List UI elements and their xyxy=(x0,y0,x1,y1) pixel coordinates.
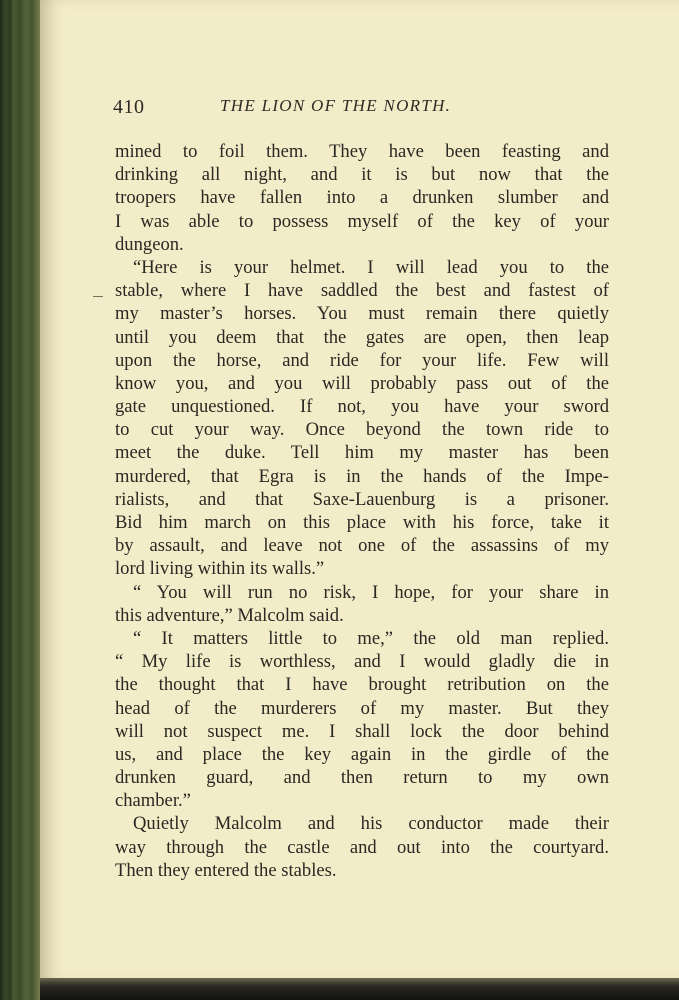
text-line: drinking all night, and it is but now that the xyxy=(115,164,609,186)
text-line: the thought that I have brought retribution on the xyxy=(115,674,609,696)
page-header xyxy=(113,96,513,122)
page-number: 410 xyxy=(113,96,145,118)
text-line: Quietly Malcolm and his conductor made their xyxy=(133,813,609,835)
body-text xyxy=(115,140,609,882)
text-line: mined to foil them. They have been feasting and xyxy=(115,141,609,162)
text-line: troopers have fallen into a drunken slumber and xyxy=(115,187,609,209)
text-line: “ You will run no risk, I hope, for your share in xyxy=(133,581,609,603)
text-line: this adventure,” Malcolm said. xyxy=(115,604,344,626)
text-line: stable, where I have saddled the best and fastest of xyxy=(115,280,609,302)
text-line: to cut your way. Once beyond the town ride to xyxy=(115,419,609,441)
margin-mark xyxy=(93,296,103,297)
text-line: “Here is your helmet. I will lead you to the xyxy=(133,256,609,278)
text-line: Then they entered the stables. xyxy=(115,859,337,881)
text-line: chamber.” xyxy=(115,790,191,812)
text-line: way through the castle and out into the courtyard. xyxy=(115,836,609,858)
text-line: rialists, and that Saxe-Lauenburg is a prisoner. xyxy=(115,488,609,510)
text-line: I was able to possess myself of the key of your xyxy=(115,210,609,232)
text-line: know you, and you will probably pass out of the xyxy=(115,372,609,394)
text-line: “ It matters little to me,” the old man replied. xyxy=(133,627,609,649)
text-line: lord living within its walls.” xyxy=(115,558,325,580)
text-line: by assault, and leave not one of the assassins of my xyxy=(115,535,609,557)
text-line: drunken guard, and then return to my own xyxy=(115,767,609,789)
text-line: gate unquestioned. If not, you have your sword xyxy=(115,396,609,418)
text-line: head of the murderers of my master. But they xyxy=(115,697,609,719)
book-spine-edge xyxy=(0,0,44,1000)
text-line: meet the duke. Tell him my master has been xyxy=(115,442,609,464)
text-line: Bid him march on this place with his force, take it xyxy=(115,512,609,533)
text-line: until you deem that the gates are open, then leap xyxy=(115,326,609,348)
page-bottom-shadow xyxy=(40,978,679,1000)
text-line: us, and place the key again in the girdle of the xyxy=(115,743,609,765)
text-line: will not suspect me. I shall lock the door behind xyxy=(115,720,609,742)
text-line: murdered, that Egra is in the hands of the Impe- xyxy=(115,465,609,487)
text-line: upon the horse, and ride for your life. Few will xyxy=(115,349,609,371)
running-title: THE LION OF THE NORTH. xyxy=(220,96,452,115)
text-line: dungeon. xyxy=(115,233,184,255)
text-line: my master’s horses. You must remain there quietly xyxy=(115,303,609,325)
text-line: “ My life is worthless, and I would gladly die in xyxy=(115,651,609,673)
